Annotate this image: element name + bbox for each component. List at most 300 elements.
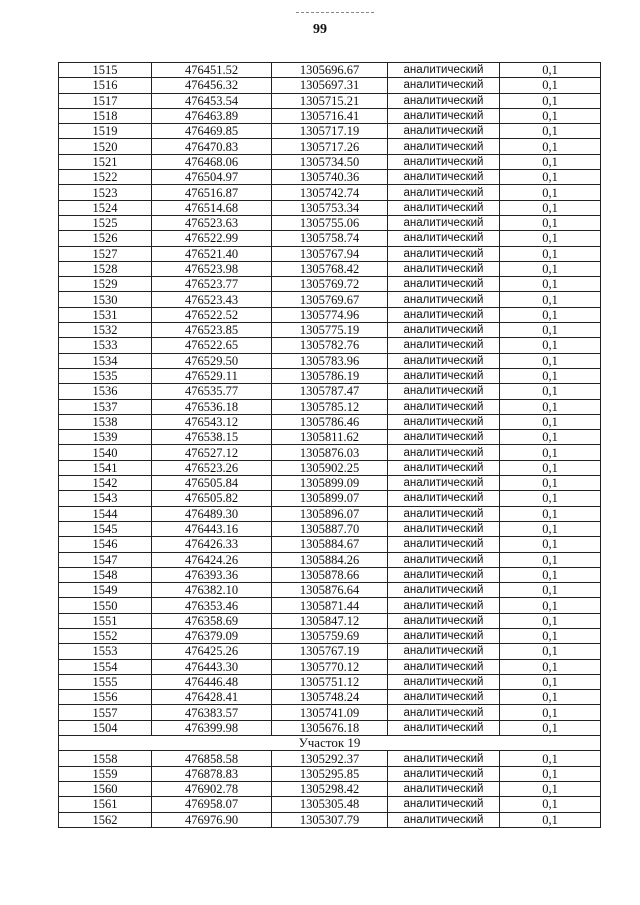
- coordinates-table: [58, 62, 601, 828]
- y-coordinate-cell: 1305782.76: [272, 338, 388, 353]
- y-coordinate-cell: 1305767.94: [272, 246, 388, 261]
- accuracy-cell: 0,1: [500, 430, 601, 445]
- table-row: [59, 552, 601, 567]
- point-number-cell: 1530: [59, 292, 152, 307]
- accuracy-cell: 0,1: [500, 598, 601, 613]
- point-number-cell: 1549: [59, 583, 152, 598]
- point-number-cell: 1536: [59, 384, 152, 399]
- point-number-cell: 1539: [59, 430, 152, 445]
- accuracy-cell: 0,1: [500, 751, 601, 766]
- point-number-cell: 1537: [59, 399, 152, 414]
- point-number-cell: 1516: [59, 78, 152, 93]
- table-row: [59, 246, 601, 261]
- y-coordinate-cell: 1305751.12: [272, 674, 388, 689]
- y-coordinate-cell: 1305786.46: [272, 414, 388, 429]
- accuracy-cell: 0,1: [500, 476, 601, 491]
- method-cell: аналитический: [388, 124, 500, 139]
- y-coordinate-cell: 1305769.72: [272, 277, 388, 292]
- accuracy-cell: 0,1: [500, 445, 601, 460]
- x-coordinate-cell: 476428.41: [152, 690, 272, 705]
- y-coordinate-cell: 1305295.85: [272, 766, 388, 781]
- y-coordinate-cell: 1305769.67: [272, 292, 388, 307]
- accuracy-cell: 0,1: [500, 720, 601, 735]
- method-cell: аналитический: [388, 261, 500, 276]
- point-number-cell: 1554: [59, 659, 152, 674]
- y-coordinate-cell: 1305717.26: [272, 139, 388, 154]
- table-row: [59, 720, 601, 735]
- y-coordinate-cell: 1305811.62: [272, 430, 388, 445]
- x-coordinate-cell: 476505.82: [152, 491, 272, 506]
- method-cell: аналитический: [388, 537, 500, 552]
- x-coordinate-cell: 476443.16: [152, 521, 272, 536]
- table-row: [59, 521, 601, 536]
- x-coordinate-cell: 476468.06: [152, 154, 272, 169]
- y-coordinate-cell: 1305740.36: [272, 170, 388, 185]
- x-coordinate-cell: 476522.99: [152, 231, 272, 246]
- table-row: [59, 307, 601, 322]
- table-row: [59, 583, 601, 598]
- y-coordinate-cell: 1305758.74: [272, 231, 388, 246]
- y-coordinate-cell: 1305786.19: [272, 368, 388, 383]
- x-coordinate-cell: 476451.52: [152, 63, 272, 78]
- accuracy-cell: 0,1: [500, 659, 601, 674]
- table-row: [59, 368, 601, 383]
- x-coordinate-cell: 476902.78: [152, 781, 272, 796]
- x-coordinate-cell: 476529.50: [152, 353, 272, 368]
- accuracy-cell: 0,1: [500, 200, 601, 215]
- x-coordinate-cell: 476379.09: [152, 628, 272, 643]
- method-cell: аналитический: [388, 277, 500, 292]
- y-coordinate-cell: 1305715.21: [272, 93, 388, 108]
- method-cell: аналитический: [388, 430, 500, 445]
- x-coordinate-cell: 476523.77: [152, 277, 272, 292]
- method-cell: аналитический: [388, 246, 500, 261]
- accuracy-cell: 0,1: [500, 460, 601, 475]
- x-coordinate-cell: 476469.85: [152, 124, 272, 139]
- x-coordinate-cell: 476522.52: [152, 307, 272, 322]
- x-coordinate-cell: 476529.11: [152, 368, 272, 383]
- method-cell: аналитический: [388, 613, 500, 628]
- method-cell: аналитический: [388, 445, 500, 460]
- coordinates-table-body: [59, 63, 601, 828]
- y-coordinate-cell: 1305785.12: [272, 399, 388, 414]
- method-cell: аналитический: [388, 690, 500, 705]
- x-coordinate-cell: 476958.07: [152, 797, 272, 812]
- method-cell: аналитический: [388, 231, 500, 246]
- y-coordinate-cell: 1305847.12: [272, 613, 388, 628]
- point-number-cell: 1519: [59, 124, 152, 139]
- accuracy-cell: 0,1: [500, 63, 601, 78]
- method-cell: аналитический: [388, 307, 500, 322]
- x-coordinate-cell: 476527.12: [152, 445, 272, 460]
- table-row: [59, 460, 601, 475]
- table-row: [59, 93, 601, 108]
- method-cell: аналитический: [388, 705, 500, 720]
- method-cell: аналитический: [388, 200, 500, 215]
- y-coordinate-cell: 1305896.07: [272, 506, 388, 521]
- table-row: [59, 292, 601, 307]
- x-coordinate-cell: 476424.26: [152, 552, 272, 567]
- point-number-cell: 1542: [59, 476, 152, 491]
- method-cell: аналитический: [388, 797, 500, 812]
- x-coordinate-cell: 476536.18: [152, 399, 272, 414]
- method-cell: аналитический: [388, 338, 500, 353]
- y-coordinate-cell: 1305770.12: [272, 659, 388, 674]
- accuracy-cell: 0,1: [500, 537, 601, 552]
- x-coordinate-cell: 476463.89: [152, 108, 272, 123]
- y-coordinate-cell: 1305734.50: [272, 154, 388, 169]
- point-number-cell: 1555: [59, 674, 152, 689]
- y-coordinate-cell: 1305759.69: [272, 628, 388, 643]
- x-coordinate-cell: 476358.69: [152, 613, 272, 628]
- point-number-cell: 1559: [59, 766, 152, 781]
- point-number-cell: 1534: [59, 353, 152, 368]
- accuracy-cell: 0,1: [500, 781, 601, 796]
- y-coordinate-cell: 1305292.37: [272, 751, 388, 766]
- table-row: [59, 154, 601, 169]
- point-number-cell: 1548: [59, 567, 152, 582]
- method-cell: аналитический: [388, 292, 500, 307]
- point-number-cell: 1552: [59, 628, 152, 643]
- method-cell: аналитический: [388, 399, 500, 414]
- accuracy-cell: 0,1: [500, 246, 601, 261]
- table-row: [59, 797, 601, 812]
- point-number-cell: 1517: [59, 93, 152, 108]
- accuracy-cell: 0,1: [500, 521, 601, 536]
- method-cell: аналитический: [388, 215, 500, 230]
- point-number-cell: 1540: [59, 445, 152, 460]
- y-coordinate-cell: 1305676.18: [272, 720, 388, 735]
- table-row: [59, 613, 601, 628]
- method-cell: аналитический: [388, 674, 500, 689]
- method-cell: аналитический: [388, 170, 500, 185]
- accuracy-cell: 0,1: [500, 277, 601, 292]
- x-coordinate-cell: 476399.98: [152, 720, 272, 735]
- method-cell: аналитический: [388, 460, 500, 475]
- table-row: [59, 215, 601, 230]
- x-coordinate-cell: 476383.57: [152, 705, 272, 720]
- y-coordinate-cell: 1305783.96: [272, 353, 388, 368]
- x-coordinate-cell: 476516.87: [152, 185, 272, 200]
- table-row: [59, 78, 601, 93]
- table-row: [59, 567, 601, 582]
- point-number-cell: 1518: [59, 108, 152, 123]
- y-coordinate-cell: 1305753.34: [272, 200, 388, 215]
- table-row: [59, 414, 601, 429]
- point-number-cell: 1525: [59, 215, 152, 230]
- point-number-cell: 1533: [59, 338, 152, 353]
- table-row: [59, 200, 601, 215]
- method-cell: аналитический: [388, 567, 500, 582]
- point-number-cell: 1562: [59, 812, 152, 827]
- y-coordinate-cell: 1305899.07: [272, 491, 388, 506]
- method-cell: аналитический: [388, 414, 500, 429]
- table-row: [59, 491, 601, 506]
- point-number-cell: 1547: [59, 552, 152, 567]
- y-coordinate-cell: 1305884.26: [272, 552, 388, 567]
- table-row: [59, 430, 601, 445]
- method-cell: аналитический: [388, 384, 500, 399]
- x-coordinate-cell: 476523.85: [152, 323, 272, 338]
- top-rule: [296, 12, 374, 13]
- method-cell: аналитический: [388, 154, 500, 169]
- y-coordinate-cell: 1305878.66: [272, 567, 388, 582]
- table-row: [59, 598, 601, 613]
- table-row: [59, 185, 601, 200]
- method-cell: аналитический: [388, 628, 500, 643]
- table-row: [59, 231, 601, 246]
- method-cell: аналитический: [388, 63, 500, 78]
- table-row: [59, 644, 601, 659]
- table-row: [59, 812, 601, 827]
- point-number-cell: 1529: [59, 277, 152, 292]
- x-coordinate-cell: 476523.43: [152, 292, 272, 307]
- point-number-cell: 1526: [59, 231, 152, 246]
- x-coordinate-cell: 476535.77: [152, 384, 272, 399]
- point-number-cell: 1523: [59, 185, 152, 200]
- table-row: [59, 124, 601, 139]
- method-cell: аналитический: [388, 323, 500, 338]
- x-coordinate-cell: 476425.26: [152, 644, 272, 659]
- method-cell: аналитический: [388, 78, 500, 93]
- method-cell: аналитический: [388, 108, 500, 123]
- x-coordinate-cell: 476453.54: [152, 93, 272, 108]
- y-coordinate-cell: 1305787.47: [272, 384, 388, 399]
- x-coordinate-cell: 476538.15: [152, 430, 272, 445]
- y-coordinate-cell: 1305748.24: [272, 690, 388, 705]
- y-coordinate-cell: 1305716.41: [272, 108, 388, 123]
- point-number-cell: 1535: [59, 368, 152, 383]
- accuracy-cell: 0,1: [500, 368, 601, 383]
- table-row: [59, 277, 601, 292]
- y-coordinate-cell: 1305876.03: [272, 445, 388, 460]
- point-number-cell: 1546: [59, 537, 152, 552]
- x-coordinate-cell: 476489.30: [152, 506, 272, 521]
- y-coordinate-cell: 1305884.67: [272, 537, 388, 552]
- table-row: [59, 659, 601, 674]
- x-coordinate-cell: 476446.48: [152, 674, 272, 689]
- point-number-cell: 1553: [59, 644, 152, 659]
- y-coordinate-cell: 1305755.06: [272, 215, 388, 230]
- method-cell: аналитический: [388, 598, 500, 613]
- accuracy-cell: 0,1: [500, 154, 601, 169]
- y-coordinate-cell: 1305741.09: [272, 705, 388, 720]
- x-coordinate-cell: 476523.26: [152, 460, 272, 475]
- x-coordinate-cell: 476382.10: [152, 583, 272, 598]
- point-number-cell: 1558: [59, 751, 152, 766]
- method-cell: аналитический: [388, 139, 500, 154]
- y-coordinate-cell: 1305767.19: [272, 644, 388, 659]
- accuracy-cell: 0,1: [500, 139, 601, 154]
- accuracy-cell: 0,1: [500, 338, 601, 353]
- point-number-cell: 1515: [59, 63, 152, 78]
- accuracy-cell: 0,1: [500, 613, 601, 628]
- accuracy-cell: 0,1: [500, 185, 601, 200]
- accuracy-cell: 0,1: [500, 399, 601, 414]
- accuracy-cell: 0,1: [500, 674, 601, 689]
- accuracy-cell: 0,1: [500, 170, 601, 185]
- table-row: [59, 353, 601, 368]
- x-coordinate-cell: 476353.46: [152, 598, 272, 613]
- x-coordinate-cell: 476523.98: [152, 261, 272, 276]
- method-cell: аналитический: [388, 781, 500, 796]
- accuracy-cell: 0,1: [500, 414, 601, 429]
- y-coordinate-cell: 1305696.67: [272, 63, 388, 78]
- accuracy-cell: 0,1: [500, 628, 601, 643]
- table-row: [59, 323, 601, 338]
- x-coordinate-cell: 476858.58: [152, 751, 272, 766]
- accuracy-cell: 0,1: [500, 552, 601, 567]
- table-row: [59, 384, 601, 399]
- table-row: [59, 476, 601, 491]
- method-cell: аналитический: [388, 720, 500, 735]
- x-coordinate-cell: 476443.30: [152, 659, 272, 674]
- point-number-cell: 1524: [59, 200, 152, 215]
- point-number-cell: 1531: [59, 307, 152, 322]
- accuracy-cell: 0,1: [500, 583, 601, 598]
- method-cell: аналитический: [388, 506, 500, 521]
- table-row: [59, 766, 601, 781]
- x-coordinate-cell: 476426.33: [152, 537, 272, 552]
- method-cell: аналитический: [388, 491, 500, 506]
- method-cell: аналитический: [388, 521, 500, 536]
- accuracy-cell: 0,1: [500, 323, 601, 338]
- accuracy-cell: 0,1: [500, 705, 601, 720]
- method-cell: аналитический: [388, 552, 500, 567]
- method-cell: аналитический: [388, 766, 500, 781]
- method-cell: аналитический: [388, 659, 500, 674]
- method-cell: аналитический: [388, 185, 500, 200]
- accuracy-cell: 0,1: [500, 108, 601, 123]
- y-coordinate-cell: 1305298.42: [272, 781, 388, 796]
- point-number-cell: 1551: [59, 613, 152, 628]
- x-coordinate-cell: 476393.36: [152, 567, 272, 582]
- point-number-cell: 1556: [59, 690, 152, 705]
- table-row: [59, 399, 601, 414]
- point-number-cell: 1544: [59, 506, 152, 521]
- accuracy-cell: 0,1: [500, 93, 601, 108]
- table-row: [59, 506, 601, 521]
- accuracy-cell: 0,1: [500, 812, 601, 827]
- accuracy-cell: 0,1: [500, 78, 601, 93]
- point-number-cell: 1504: [59, 720, 152, 735]
- method-cell: аналитический: [388, 644, 500, 659]
- accuracy-cell: 0,1: [500, 231, 601, 246]
- table-row: [59, 628, 601, 643]
- method-cell: аналитический: [388, 751, 500, 766]
- y-coordinate-cell: 1305697.31: [272, 78, 388, 93]
- x-coordinate-cell: 476976.90: [152, 812, 272, 827]
- table-row: [59, 674, 601, 689]
- point-number-cell: 1522: [59, 170, 152, 185]
- table-row: [59, 63, 601, 78]
- x-coordinate-cell: 476514.68: [152, 200, 272, 215]
- x-coordinate-cell: 476523.63: [152, 215, 272, 230]
- point-number-cell: 1560: [59, 781, 152, 796]
- x-coordinate-cell: 476543.12: [152, 414, 272, 429]
- point-number-cell: 1561: [59, 797, 152, 812]
- y-coordinate-cell: 1305899.09: [272, 476, 388, 491]
- accuracy-cell: 0,1: [500, 384, 601, 399]
- table-row: [59, 338, 601, 353]
- y-coordinate-cell: 1305717.19: [272, 124, 388, 139]
- page-number: 99: [313, 22, 327, 37]
- method-cell: аналитический: [388, 476, 500, 491]
- y-coordinate-cell: 1305305.48: [272, 797, 388, 812]
- accuracy-cell: 0,1: [500, 567, 601, 582]
- section-title: Участок 19: [59, 736, 601, 751]
- table-row: [59, 537, 601, 552]
- section-row: [59, 736, 601, 751]
- y-coordinate-cell: 1305307.79: [272, 812, 388, 827]
- table-row: [59, 261, 601, 276]
- x-coordinate-cell: 476504.97: [152, 170, 272, 185]
- table-row: [59, 781, 601, 796]
- table-row: [59, 170, 601, 185]
- point-number-cell: 1538: [59, 414, 152, 429]
- point-number-cell: 1543: [59, 491, 152, 506]
- x-coordinate-cell: 476522.65: [152, 338, 272, 353]
- accuracy-cell: 0,1: [500, 644, 601, 659]
- x-coordinate-cell: 476521.40: [152, 246, 272, 261]
- accuracy-cell: 0,1: [500, 491, 601, 506]
- y-coordinate-cell: 1305871.44: [272, 598, 388, 613]
- point-number-cell: 1520: [59, 139, 152, 154]
- method-cell: аналитический: [388, 368, 500, 383]
- method-cell: аналитический: [388, 812, 500, 827]
- table-row: [59, 705, 601, 720]
- table-row: [59, 445, 601, 460]
- x-coordinate-cell: 476470.83: [152, 139, 272, 154]
- table-row: [59, 751, 601, 766]
- point-number-cell: 1528: [59, 261, 152, 276]
- accuracy-cell: 0,1: [500, 797, 601, 812]
- accuracy-cell: 0,1: [500, 261, 601, 276]
- point-number-cell: 1557: [59, 705, 152, 720]
- table-row: [59, 108, 601, 123]
- y-coordinate-cell: 1305768.42: [272, 261, 388, 276]
- accuracy-cell: 0,1: [500, 353, 601, 368]
- accuracy-cell: 0,1: [500, 124, 601, 139]
- y-coordinate-cell: 1305887.70: [272, 521, 388, 536]
- accuracy-cell: 0,1: [500, 690, 601, 705]
- method-cell: аналитический: [388, 353, 500, 368]
- point-number-cell: 1527: [59, 246, 152, 261]
- accuracy-cell: 0,1: [500, 506, 601, 521]
- point-number-cell: 1532: [59, 323, 152, 338]
- accuracy-cell: 0,1: [500, 307, 601, 322]
- x-coordinate-cell: 476878.83: [152, 766, 272, 781]
- y-coordinate-cell: 1305876.64: [272, 583, 388, 598]
- accuracy-cell: 0,1: [500, 215, 601, 230]
- method-cell: аналитический: [388, 93, 500, 108]
- point-number-cell: 1550: [59, 598, 152, 613]
- point-number-cell: 1541: [59, 460, 152, 475]
- accuracy-cell: 0,1: [500, 766, 601, 781]
- table-row: [59, 690, 601, 705]
- y-coordinate-cell: 1305775.19: [272, 323, 388, 338]
- y-coordinate-cell: 1305742.74: [272, 185, 388, 200]
- x-coordinate-cell: 476505.84: [152, 476, 272, 491]
- point-number-cell: 1521: [59, 154, 152, 169]
- table-row: [59, 139, 601, 154]
- accuracy-cell: 0,1: [500, 292, 601, 307]
- point-number-cell: 1545: [59, 521, 152, 536]
- y-coordinate-cell: 1305774.96: [272, 307, 388, 322]
- y-coordinate-cell: 1305902.25: [272, 460, 388, 475]
- method-cell: аналитический: [388, 583, 500, 598]
- x-coordinate-cell: 476456.32: [152, 78, 272, 93]
